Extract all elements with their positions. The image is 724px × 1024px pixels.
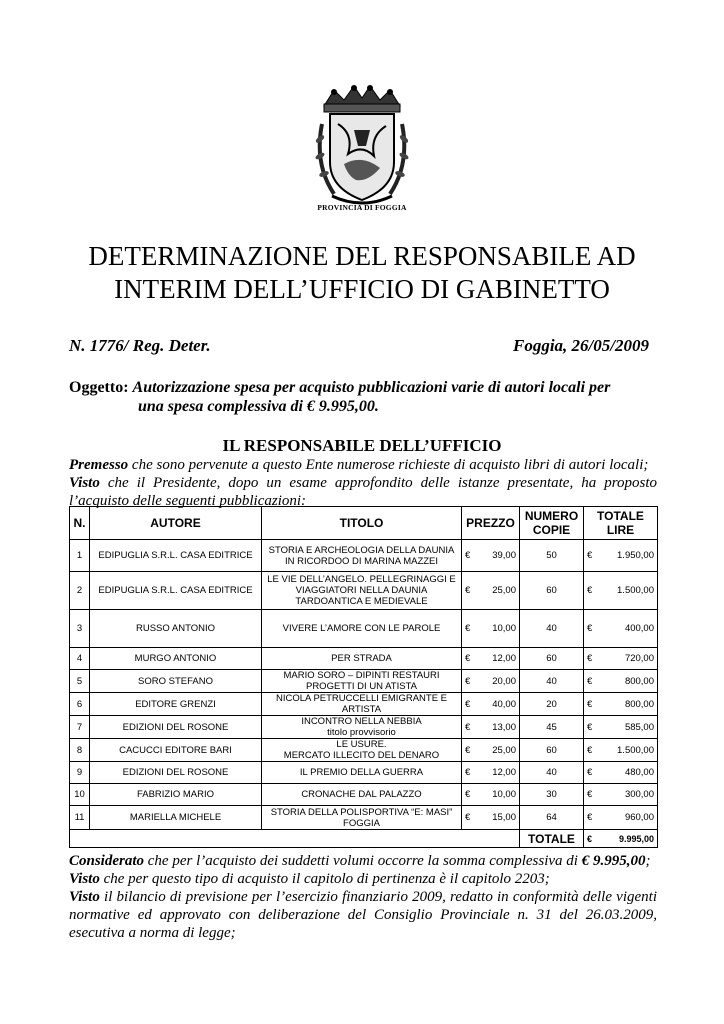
premesso-label: Premesso (69, 457, 129, 473)
cell-autore: SORO STEFANO (90, 670, 262, 693)
cell-copie: 60 (520, 572, 584, 610)
visto-text: che il Presidente, dopo un esame approfondito delle istanze presentate, ha proposto l’acquisto delle seguenti pubblicazioni: (69, 475, 657, 509)
cell-titolo: CRONACHE DAL PALAZZO (262, 784, 462, 806)
provincia-crest-icon (314, 84, 410, 218)
table-row (70, 670, 658, 693)
registration-number: N. 1776/ Reg. Deter. (69, 336, 211, 355)
cell-totale: € 720,00 (584, 648, 658, 670)
crest-caption: PROVINCIA DI FOGGIA (317, 203, 407, 212)
cell-totale: € 800,00 (584, 693, 658, 716)
cell-autore: EDIZIONI DEL ROSONE (90, 716, 262, 739)
cell-copie: 40 (520, 610, 584, 648)
place-date: Foggia, 26/05/2009 (512, 336, 649, 355)
header-totale-lire: TOTALE LIRE (584, 507, 658, 540)
total-label: TOTALE (520, 830, 584, 848)
cell-totale: € 480,00 (584, 762, 658, 784)
cell-totale: € 800,00 (584, 670, 658, 693)
cell-autore: RUSSO ANTONIO (90, 610, 262, 648)
subject-text-line-1: Autorizzazione spesa per acquisto pubblicazioni varie di autori locali per (132, 379, 611, 396)
cell-titolo: STORIA E ARCHEOLOGIA DELLA DAUNIA IN RICORDOO DI MARINA MAZZEI (262, 540, 462, 572)
cell-copie: 40 (520, 670, 584, 693)
cell-prezzo: € 39,00 (462, 540, 520, 572)
cell-titolo: LE VIE DELL’ANGELO. PELLEGRINAGGI E VIAGGIATORI NELLA DAUNIA TARDOANTICA E MEDIEVALE (262, 572, 462, 610)
header-titolo: TITOLO (262, 507, 462, 540)
header-prezzo: PREZZO (462, 507, 520, 540)
table-header-row (70, 507, 658, 540)
subject-text-line-2: una spesa complessiva di € 9.995,00. (138, 398, 379, 415)
cell-copie: 50 (520, 540, 584, 572)
cell-n: 8 (70, 739, 90, 762)
publications-table (69, 506, 658, 848)
cell-totale: € 300,00 (584, 784, 658, 806)
cell-n: 9 (70, 762, 90, 784)
table-row (70, 716, 658, 739)
cell-copie: 64 (520, 806, 584, 830)
considerato-text: che per l’acquisto dei suddetti volumi occorre la somma complessiva di (144, 853, 582, 869)
cell-prezzo: € 25,00 (462, 572, 520, 610)
visto2-label: Visto (69, 871, 100, 887)
table-row (70, 784, 658, 806)
cell-copie: 20 (520, 693, 584, 716)
cell-autore: CACUCCI EDITORE BARI (90, 739, 262, 762)
cell-n: 2 (70, 572, 90, 610)
table-total-row (70, 830, 658, 848)
table-row (70, 739, 658, 762)
subject-label: Oggetto: (69, 379, 129, 396)
document-title (0, 240, 724, 306)
header-numero-copie: NUMERO COPIE (520, 507, 584, 540)
considerations-paragraph: Considerato che per l’acquisto dei suddetti volumi occorre la somma complessiva di € 9.995,00; Visto che per questo tipo di acquisto il capitolo di pertinenza è il capitolo 2203; Visto il bilancio di previsione per l’esercizio finanziario 2009, redatto in conformità delle vigenti normative ed approvato con deliberazione del Consiglio Provinciale n. 31 del 26.03.2009, esecutiva a norma di legge; (69, 853, 657, 941)
cell-totale: € 1.950,00 (584, 540, 658, 572)
cell-copie: 30 (520, 784, 584, 806)
cell-n: 6 (70, 693, 90, 716)
section-title: IL RESPONSABILE DELL’UFFICIO (222, 436, 502, 455)
cell-autore: EDIPUGLIA S.R.L. CASA EDITRICE (90, 572, 262, 610)
cell-titolo: MARIO SORO – DIPINTI RESTAURI PROGETTI DI UN ATISTA (262, 670, 462, 693)
cell-copie: 45 (520, 716, 584, 739)
total-value: € 9.995,00 (584, 830, 658, 848)
table-row (70, 762, 658, 784)
cell-titolo: VIVERE L’AMORE CON LE PAROLE (262, 610, 462, 648)
table-row (70, 540, 658, 572)
visto3-label: Visto (69, 889, 100, 905)
cell-copie: 40 (520, 762, 584, 784)
visto-label: Visto (69, 475, 100, 491)
cell-prezzo: € 12,00 (462, 648, 520, 670)
cell-autore: EDITORE GRENZI (90, 693, 262, 716)
cell-totale: € 1.500,00 (584, 739, 658, 762)
table-row (70, 806, 658, 830)
document-title-line-2: INTERIM DELL’UFFICIO DI GABINETTO (114, 274, 610, 304)
cell-n: 7 (70, 716, 90, 739)
cell-copie: 60 (520, 648, 584, 670)
cell-prezzo: € 25,00 (462, 739, 520, 762)
document-title-line-1: DETERMINAZIONE DEL RESPONSABILE AD (88, 241, 636, 271)
cell-n: 3 (70, 610, 90, 648)
cell-n: 10 (70, 784, 90, 806)
cell-n: 11 (70, 806, 90, 830)
cell-totale: € 400,00 (584, 610, 658, 648)
cell-autore: EDIPUGLIA S.R.L. CASA EDITRICE (90, 540, 262, 572)
table-row (70, 610, 658, 648)
cell-totale: € 960,00 (584, 806, 658, 830)
cell-prezzo: € 12,00 (462, 762, 520, 784)
cell-n: 5 (70, 670, 90, 693)
subject-block (69, 378, 659, 416)
considerato-label: Considerato (69, 853, 145, 869)
cell-autore: MARIELLA MICHELE (90, 806, 262, 830)
cell-autore: FABRIZIO MARIO (90, 784, 262, 806)
cell-prezzo: € 13,00 (462, 716, 520, 739)
cell-prezzo: € 10,00 (462, 610, 520, 648)
cell-copie: 60 (520, 739, 584, 762)
cell-prezzo: € 40,00 (462, 693, 520, 716)
cell-autore: EDIZIONI DEL ROSONE (90, 762, 262, 784)
cell-titolo: IL PREMIO DELLA GUERRA (262, 762, 462, 784)
cell-titolo: INCONTRO NELLA NEBBIA titolo provvisorio (262, 716, 462, 739)
premises-paragraph (69, 456, 657, 510)
cell-prezzo: € 20,00 (462, 670, 520, 693)
premesso-text: che sono pervenute a questo Ente numerose richieste di acquisto libri di autori locali; (128, 457, 649, 473)
cell-prezzo: € 10,00 (462, 784, 520, 806)
header-autore: AUTORE (90, 507, 262, 540)
cell-totale: € 1.500,00 (584, 572, 658, 610)
cell-titolo: LE USURE. MERCATO ILLECITO DEL DENARO (262, 739, 462, 762)
table-row (70, 648, 658, 670)
cell-titolo: NICOLA PETRUCCELLI EMIGRANTE E ARTISTA (262, 693, 462, 716)
visto2-text: che per questo tipo di acquisto il capitolo di pertinenza è il capitolo 2203; (99, 871, 550, 887)
visto3-text: il bilancio di previsione per l’esercizio finanziario 2009, redatto in conformità delle vigenti normative ed approvato con deliberazione del Consiglio Provinciale n. 31 del 26.03.2009, esecutiva a norma di legge; (69, 889, 657, 941)
header-n: N. (70, 507, 90, 540)
cell-titolo: PER STRADA (262, 648, 462, 670)
cell-titolo: STORIA DELLA POLISPORTIVA “E: MASI” FOGGIA (262, 806, 462, 830)
cell-n: 4 (70, 648, 90, 670)
cell-n: 1 (70, 540, 90, 572)
considerato-amount: € 9.995,00 (581, 853, 646, 869)
registration-line (69, 336, 649, 356)
cell-prezzo: € 15,00 (462, 806, 520, 830)
table-row (70, 572, 658, 610)
cell-autore: MURGO ANTONIO (90, 648, 262, 670)
table-row (70, 693, 658, 716)
cell-totale: € 585,00 (584, 716, 658, 739)
